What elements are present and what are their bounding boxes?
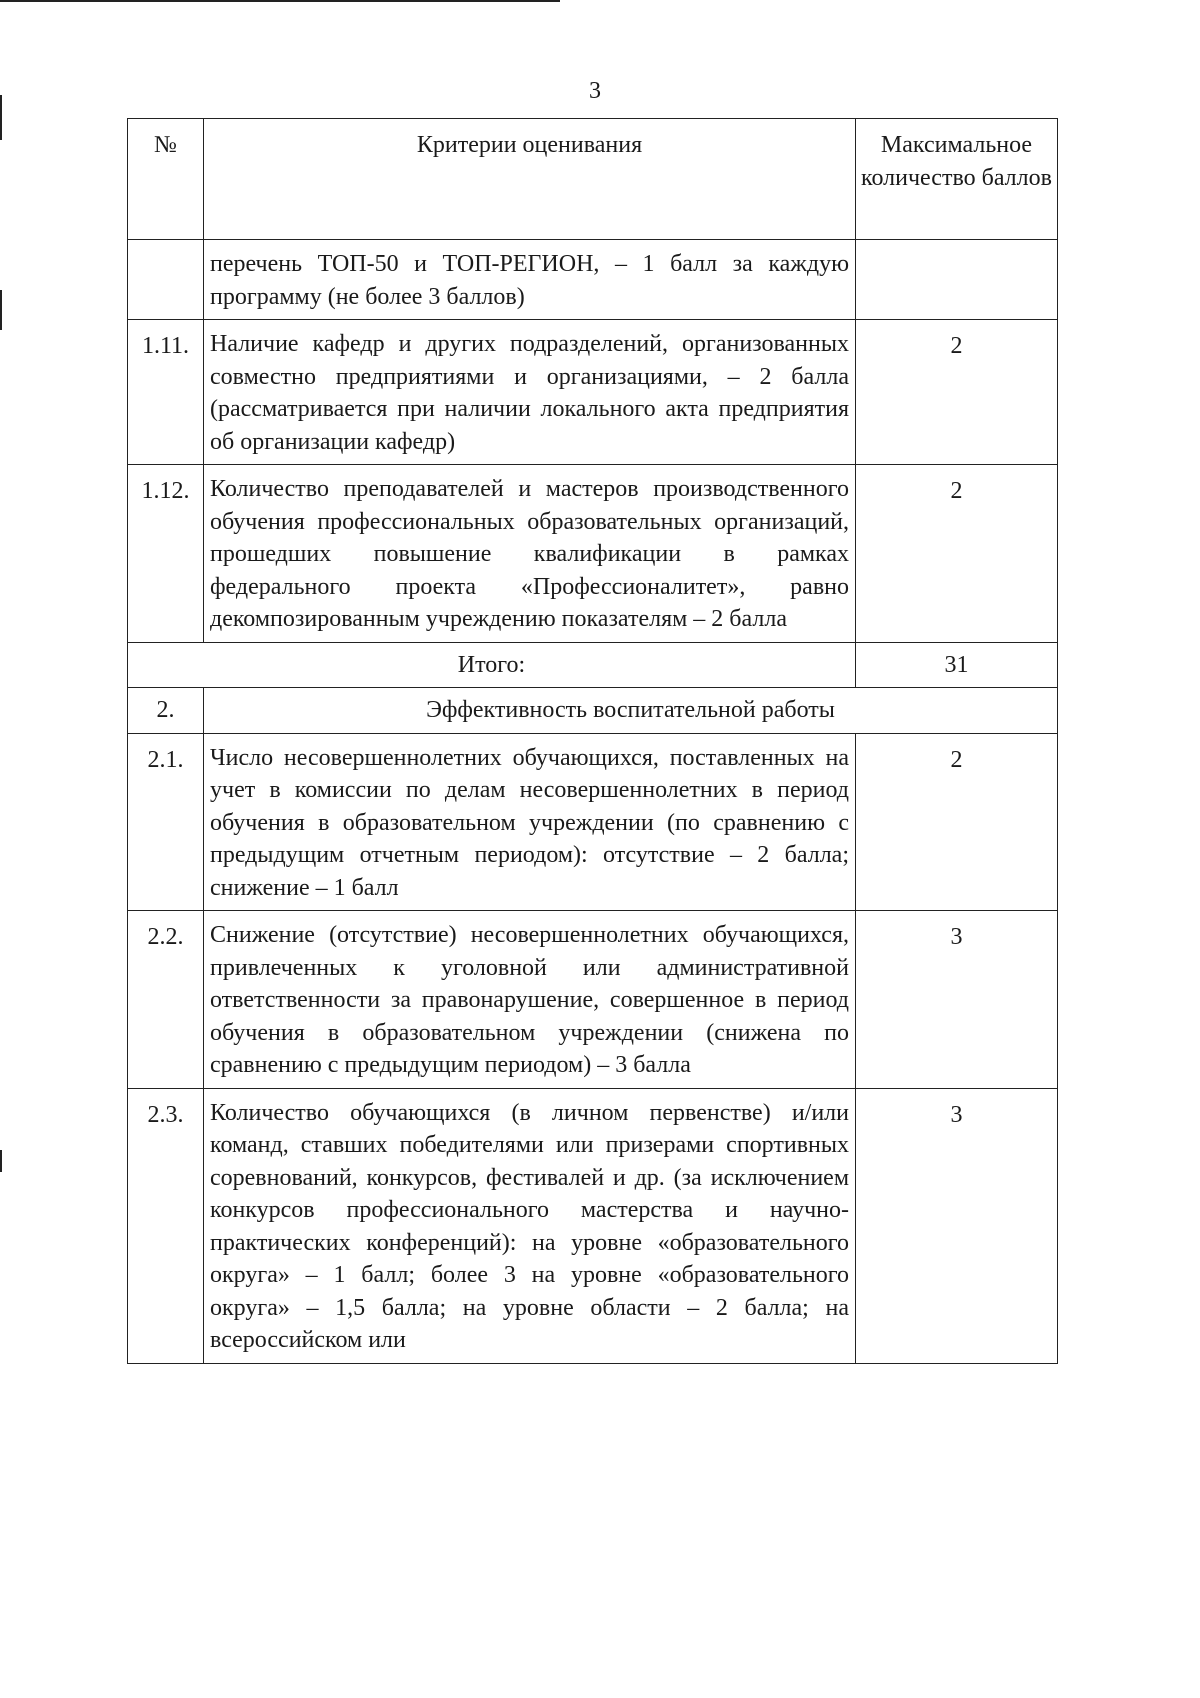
section-title: Эффективность воспитательной работы xyxy=(204,688,1058,734)
total-value: 31 xyxy=(856,642,1058,688)
row-criteria-text: перечень ТОП-50 и ТОП-РЕГИОН, – 1 балл за каждую программу (не более 3 баллов) xyxy=(204,240,856,320)
criteria-table xyxy=(127,118,1058,1364)
row-criteria-text: Наличие кафедр и других подразделений, организованных совместно предприятиями и организациями, – 2 балла (рассматривается при наличии локального акта предприятия об организации кафедр) xyxy=(204,320,856,465)
scan-edge-line xyxy=(0,0,560,2)
scan-edge-mark xyxy=(0,1150,2,1172)
row-max-score: 2 xyxy=(856,320,1058,465)
row-max-score: 2 xyxy=(856,733,1058,911)
row-number: 2.2. xyxy=(128,911,204,1089)
section-number: 2. xyxy=(128,688,204,734)
table-row xyxy=(128,911,1058,1089)
scan-edge-mark xyxy=(0,290,2,330)
row-number: 1.11. xyxy=(128,320,204,465)
row-number: 1.12. xyxy=(128,465,204,643)
header-criteria: Критерии оценивания xyxy=(204,119,856,240)
row-criteria-text: Количество обучающихся (в личном первенстве) и/или команд, ставших победителями или призерами спортивных соревнований, конкурсов, фестивалей и др. (за исключением конкурсов профессионального мастерства и научно-практических конференций): на уровне «образовательного округа» – 1 балл; более 3 на уровне «образовательного округа» – 1,5 балла; на уровне области – 2 балла; на всероссийском или xyxy=(204,1088,856,1363)
row-number: 2.3. xyxy=(128,1088,204,1363)
header-number: № xyxy=(128,119,204,240)
row-number xyxy=(128,240,204,320)
row-max-score xyxy=(856,240,1058,320)
row-max-score: 3 xyxy=(856,1088,1058,1363)
table-header-row xyxy=(128,119,1058,240)
table-row xyxy=(128,1088,1058,1363)
total-label: Итого: xyxy=(128,642,856,688)
row-criteria-text: Снижение (отсутствие) несовершеннолетних обучающихся, привлеченных к уголовной или административной ответственности за правонарушение, совершенное в период обучения в образовательном учреждении (снижена по сравнению с предыдущим периодом) – 3 балла xyxy=(204,911,856,1089)
row-number: 2.1. xyxy=(128,733,204,911)
table-row xyxy=(128,240,1058,320)
table-row xyxy=(128,733,1058,911)
row-max-score: 2 xyxy=(856,465,1058,643)
table-row xyxy=(128,320,1058,465)
row-max-score: 3 xyxy=(856,911,1058,1089)
header-max-score: Максимальное количество баллов xyxy=(856,119,1058,240)
table-row xyxy=(128,465,1058,643)
total-row xyxy=(128,642,1058,688)
row-criteria-text: Количество преподавателей и мастеров производственного обучения профессиональных образовательных организаций, прошедших повышение квалификации в рамках федерального проекта «Профессионалитет», равно декомпозированным учреждению показателям – 2 балла xyxy=(204,465,856,643)
section-row xyxy=(128,688,1058,734)
row-criteria-text: Число несовершеннолетних обучающихся, поставленных на учет в комиссии по делам несовершеннолетних в период обучения в образовательном учреждении (по сравнению с предыдущим отчетным периодом): отсутствие – 2 балла; снижение – 1 балл xyxy=(204,733,856,911)
page-number: 3 xyxy=(589,78,601,104)
